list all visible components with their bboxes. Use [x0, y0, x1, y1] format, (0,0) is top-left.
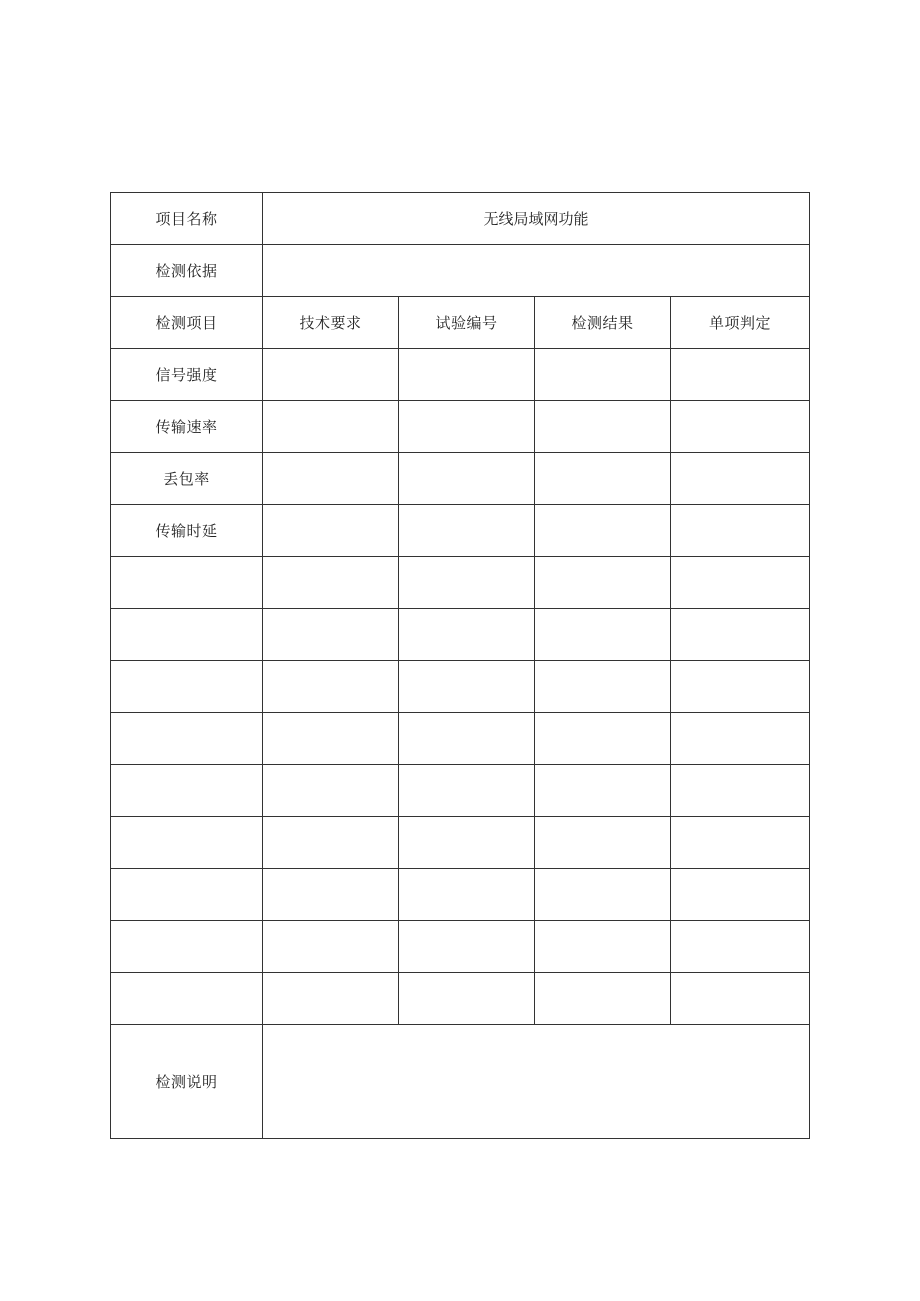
- tech-req-cell[interactable]: [263, 817, 399, 869]
- judgment-cell[interactable]: [671, 921, 810, 973]
- table-row: [111, 609, 810, 661]
- header-judgment: 单项判定: [671, 297, 810, 349]
- test-no-cell[interactable]: [399, 661, 535, 713]
- judgment-cell[interactable]: [671, 713, 810, 765]
- test-no-cell[interactable]: [399, 453, 535, 505]
- header-result: 检测结果: [535, 297, 671, 349]
- result-cell[interactable]: [535, 921, 671, 973]
- table-row: [111, 973, 810, 1025]
- test-no-cell[interactable]: [399, 973, 535, 1025]
- judgment-cell[interactable]: [671, 869, 810, 921]
- project-name-value[interactable]: 无线局域网功能: [263, 193, 810, 245]
- tech-req-cell[interactable]: [263, 349, 399, 401]
- note-label: 检测说明: [111, 1025, 263, 1139]
- project-name-label: 项目名称: [111, 193, 263, 245]
- judgment-cell[interactable]: [671, 973, 810, 1025]
- result-cell[interactable]: [535, 661, 671, 713]
- row-item-label[interactable]: [111, 661, 263, 713]
- tech-req-cell[interactable]: [263, 453, 399, 505]
- tech-req-cell[interactable]: [263, 609, 399, 661]
- result-cell[interactable]: [535, 453, 671, 505]
- row-item-label[interactable]: [111, 817, 263, 869]
- judgment-cell[interactable]: [671, 817, 810, 869]
- row-item-label[interactable]: [111, 869, 263, 921]
- header-row: [111, 297, 810, 349]
- result-cell[interactable]: [535, 505, 671, 557]
- table-row: [111, 661, 810, 713]
- tech-req-cell[interactable]: [263, 505, 399, 557]
- test-no-cell[interactable]: [399, 401, 535, 453]
- row-item-label[interactable]: [111, 609, 263, 661]
- table-row: [111, 817, 810, 869]
- row-item-label[interactable]: [111, 713, 263, 765]
- basis-row: [111, 245, 810, 297]
- tech-req-cell[interactable]: [263, 557, 399, 609]
- table-row: [111, 921, 810, 973]
- judgment-cell[interactable]: [671, 401, 810, 453]
- test-no-cell[interactable]: [399, 713, 535, 765]
- test-record-form: [110, 192, 810, 1139]
- result-cell[interactable]: [535, 713, 671, 765]
- table-row: [111, 401, 810, 453]
- judgment-cell[interactable]: [671, 349, 810, 401]
- result-cell[interactable]: [535, 401, 671, 453]
- note-value[interactable]: [263, 1025, 810, 1139]
- basis-value[interactable]: [263, 245, 810, 297]
- result-cell[interactable]: [535, 765, 671, 817]
- test-no-cell[interactable]: [399, 765, 535, 817]
- table-row: [111, 713, 810, 765]
- judgment-cell[interactable]: [671, 609, 810, 661]
- result-cell[interactable]: [535, 609, 671, 661]
- test-no-cell[interactable]: [399, 505, 535, 557]
- tech-req-cell[interactable]: [263, 661, 399, 713]
- result-cell[interactable]: [535, 869, 671, 921]
- row-item-label[interactable]: [111, 973, 263, 1025]
- table-row: [111, 869, 810, 921]
- result-cell[interactable]: [535, 817, 671, 869]
- judgment-cell[interactable]: [671, 661, 810, 713]
- tech-req-cell[interactable]: [263, 401, 399, 453]
- header-tech-req: 技术要求: [263, 297, 399, 349]
- row-item-label: 丢包率: [111, 453, 263, 505]
- tech-req-cell[interactable]: [263, 921, 399, 973]
- header-test-no: 试验编号: [399, 297, 535, 349]
- tech-req-cell[interactable]: [263, 973, 399, 1025]
- note-row: [111, 1025, 810, 1139]
- test-no-cell[interactable]: [399, 817, 535, 869]
- judgment-cell[interactable]: [671, 453, 810, 505]
- row-item-label[interactable]: [111, 921, 263, 973]
- test-no-cell[interactable]: [399, 557, 535, 609]
- tech-req-cell[interactable]: [263, 869, 399, 921]
- table-row: [111, 349, 810, 401]
- row-item-label: 传输时延: [111, 505, 263, 557]
- basis-label: 检测依据: [111, 245, 263, 297]
- judgment-cell[interactable]: [671, 765, 810, 817]
- judgment-cell[interactable]: [671, 505, 810, 557]
- row-item-label[interactable]: [111, 557, 263, 609]
- result-cell[interactable]: [535, 557, 671, 609]
- tech-req-cell[interactable]: [263, 765, 399, 817]
- test-no-cell[interactable]: [399, 609, 535, 661]
- result-cell[interactable]: [535, 349, 671, 401]
- table-row: [111, 505, 810, 557]
- row-item-label: 传输速率: [111, 401, 263, 453]
- row-item-label: 信号强度: [111, 349, 263, 401]
- tech-req-cell[interactable]: [263, 713, 399, 765]
- project-name-row: [111, 193, 810, 245]
- table-row: [111, 557, 810, 609]
- row-item-label[interactable]: [111, 765, 263, 817]
- judgment-cell[interactable]: [671, 557, 810, 609]
- header-item: 检测项目: [111, 297, 263, 349]
- test-no-cell[interactable]: [399, 349, 535, 401]
- table-row: [111, 765, 810, 817]
- test-no-cell[interactable]: [399, 869, 535, 921]
- result-cell[interactable]: [535, 973, 671, 1025]
- test-no-cell[interactable]: [399, 921, 535, 973]
- table-row: [111, 453, 810, 505]
